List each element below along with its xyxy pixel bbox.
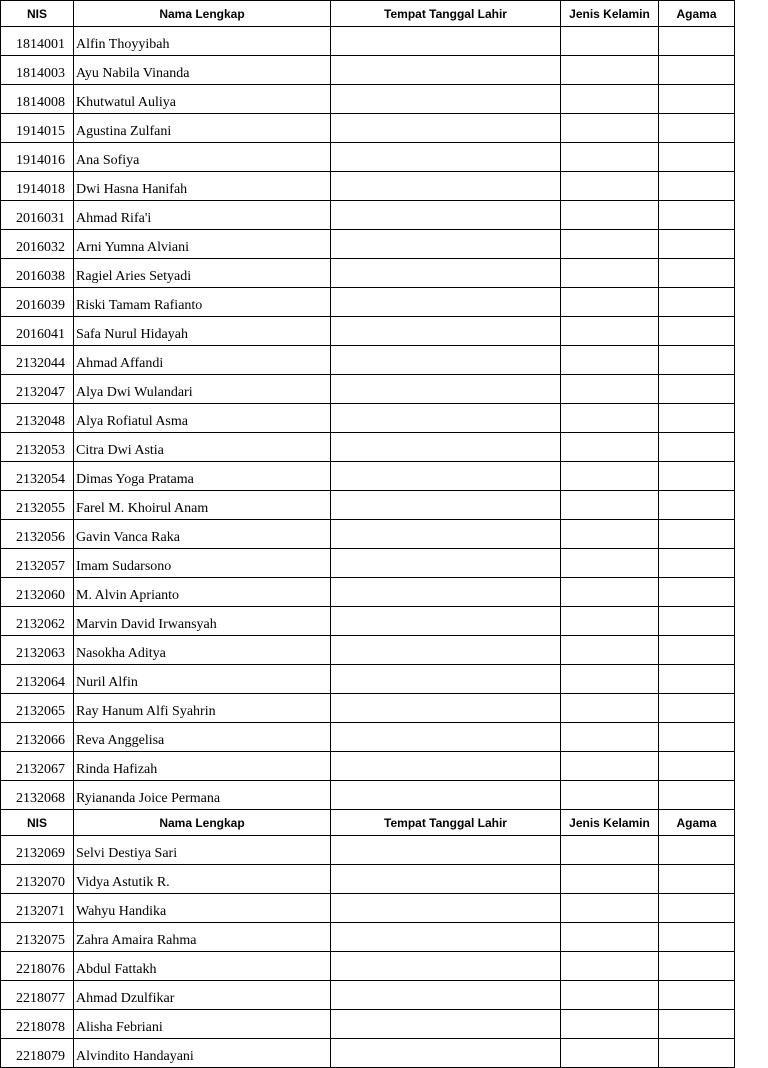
- nama-cell[interactable]: Imam Sudarsono: [74, 549, 331, 578]
- ttl-cell[interactable]: [331, 723, 561, 752]
- agama-cell[interactable]: [659, 923, 735, 952]
- agama-cell[interactable]: [659, 894, 735, 923]
- jenis-kelamin-cell[interactable]: [561, 172, 659, 201]
- nama-cell[interactable]: Alya Rofiatul Asma: [74, 404, 331, 433]
- table-row: [1, 894, 735, 923]
- nis-cell[interactable]: 2132044: [1, 346, 74, 375]
- nis-cell[interactable]: 2132054: [1, 462, 74, 491]
- ttl-cell[interactable]: [331, 317, 561, 346]
- ttl-cell[interactable]: [331, 549, 561, 578]
- nis-cell[interactable]: 2132060: [1, 578, 74, 607]
- nama-cell[interactable]: Zahra Amaira Rahma: [74, 923, 331, 952]
- agama-cell[interactable]: [659, 1039, 735, 1068]
- table-row: [1, 865, 735, 894]
- jenis-kelamin-cell[interactable]: [561, 549, 659, 578]
- table-row: [1, 981, 735, 1010]
- ttl-cell[interactable]: [331, 433, 561, 462]
- agama-cell[interactable]: [659, 981, 735, 1010]
- header-nama-lengkap[interactable]: Nama Lengkap: [74, 1, 331, 27]
- student-table-body: [1, 1, 735, 1068]
- agama-cell[interactable]: [659, 694, 735, 723]
- ttl-cell[interactable]: [331, 259, 561, 288]
- nama-cell[interactable]: Gavin Vanca Raka: [74, 520, 331, 549]
- ttl-cell[interactable]: [331, 1010, 561, 1039]
- jenis-kelamin-cell[interactable]: [561, 317, 659, 346]
- ttl-cell[interactable]: [331, 607, 561, 636]
- nis-cell[interactable]: 1814001: [1, 27, 74, 56]
- table-row: [1, 520, 735, 549]
- jenis-kelamin-cell[interactable]: [561, 636, 659, 665]
- table-row: [1, 27, 735, 56]
- agama-cell[interactable]: [659, 462, 735, 491]
- nis-cell[interactable]: 2132047: [1, 375, 74, 404]
- header-nis[interactable]: NIS: [1, 1, 74, 27]
- nama-cell[interactable]: Vidya Astutik R.: [74, 865, 331, 894]
- agama-cell[interactable]: [659, 836, 735, 865]
- table-row: [1, 404, 735, 433]
- agama-cell[interactable]: [659, 607, 735, 636]
- nama-cell[interactable]: Dimas Yoga Pratama: [74, 462, 331, 491]
- jenis-kelamin-cell[interactable]: [561, 288, 659, 317]
- agama-cell[interactable]: [659, 114, 735, 143]
- nama-cell[interactable]: Alfin Thoyyibah: [74, 27, 331, 56]
- jenis-kelamin-cell[interactable]: [561, 375, 659, 404]
- ttl-cell[interactable]: [331, 520, 561, 549]
- nis-cell[interactable]: 2132057: [1, 549, 74, 578]
- nama-cell[interactable]: Agustina Zulfani: [74, 114, 331, 143]
- nama-cell[interactable]: Khutwatul Auliya: [74, 85, 331, 114]
- jenis-kelamin-cell[interactable]: [561, 981, 659, 1010]
- nis-cell[interactable]: 2132067: [1, 752, 74, 781]
- nis-cell[interactable]: 1914018: [1, 172, 74, 201]
- table-row: [1, 56, 735, 85]
- ttl-cell[interactable]: [331, 665, 561, 694]
- nis-cell[interactable]: 2132048: [1, 404, 74, 433]
- table-row: [1, 143, 735, 172]
- agama-cell[interactable]: [659, 491, 735, 520]
- agama-cell[interactable]: [659, 172, 735, 201]
- agama-cell[interactable]: [659, 723, 735, 752]
- nis-cell[interactable]: 2132071: [1, 894, 74, 923]
- jenis-kelamin-cell[interactable]: [561, 865, 659, 894]
- agama-cell[interactable]: [659, 865, 735, 894]
- nis-cell[interactable]: 2218079: [1, 1039, 74, 1068]
- nis-cell[interactable]: 1814003: [1, 56, 74, 85]
- nama-cell[interactable]: Ahmad Rifa'i: [74, 201, 331, 230]
- jenis-kelamin-cell[interactable]: [561, 56, 659, 85]
- agama-cell[interactable]: [659, 346, 735, 375]
- header-tempat-tanggal-lahir[interactable]: Tempat Tanggal Lahir: [331, 1, 561, 27]
- jenis-kelamin-cell[interactable]: [561, 665, 659, 694]
- nis-cell[interactable]: 2132075: [1, 923, 74, 952]
- jenis-kelamin-cell[interactable]: [561, 520, 659, 549]
- nis-cell[interactable]: 1914016: [1, 143, 74, 172]
- jenis-kelamin-cell[interactable]: [561, 433, 659, 462]
- jenis-kelamin-cell[interactable]: [561, 752, 659, 781]
- table-row: [1, 201, 735, 230]
- jenis-kelamin-cell[interactable]: [561, 723, 659, 752]
- ttl-cell[interactable]: [331, 491, 561, 520]
- jenis-kelamin-cell[interactable]: [561, 346, 659, 375]
- nis-cell[interactable]: 2132065: [1, 694, 74, 723]
- nis-cell[interactable]: 2016032: [1, 230, 74, 259]
- ttl-cell[interactable]: [331, 85, 561, 114]
- nama-cell[interactable]: Reva Anggelisa: [74, 723, 331, 752]
- ttl-cell[interactable]: [331, 836, 561, 865]
- table-row: [1, 723, 735, 752]
- nis-cell[interactable]: 2016038: [1, 259, 74, 288]
- table-row: [1, 781, 735, 810]
- table-row: [1, 1010, 735, 1039]
- agama-cell[interactable]: [659, 520, 735, 549]
- nis-cell[interactable]: 2132070: [1, 865, 74, 894]
- agama-cell[interactable]: [659, 1010, 735, 1039]
- agama-cell[interactable]: [659, 404, 735, 433]
- nis-cell[interactable]: 2132062: [1, 607, 74, 636]
- ttl-cell[interactable]: [331, 636, 561, 665]
- table-row: [1, 114, 735, 143]
- ttl-cell[interactable]: [331, 694, 561, 723]
- header-agama[interactable]: Agama: [659, 810, 735, 836]
- table-row: [1, 346, 735, 375]
- table-row: [1, 230, 735, 259]
- table-row: [1, 1039, 735, 1068]
- table-row: [1, 752, 735, 781]
- jenis-kelamin-cell[interactable]: [561, 836, 659, 865]
- agama-cell[interactable]: [659, 433, 735, 462]
- nama-cell[interactable]: Selvi Destiya Sari: [74, 836, 331, 865]
- table-row: [1, 665, 735, 694]
- table-row: [1, 491, 735, 520]
- nis-cell[interactable]: 2132055: [1, 491, 74, 520]
- nis-cell[interactable]: 2218077: [1, 981, 74, 1010]
- ttl-cell[interactable]: [331, 752, 561, 781]
- nis-cell[interactable]: 2132068: [1, 781, 74, 810]
- agama-cell[interactable]: [659, 752, 735, 781]
- agama-cell[interactable]: [659, 549, 735, 578]
- header-agama[interactable]: Agama: [659, 1, 735, 27]
- jenis-kelamin-cell[interactable]: [561, 230, 659, 259]
- table-row: [1, 317, 735, 346]
- agama-cell[interactable]: [659, 317, 735, 346]
- jenis-kelamin-cell[interactable]: [561, 85, 659, 114]
- table-row: [1, 694, 735, 723]
- nis-cell[interactable]: 2132069: [1, 836, 74, 865]
- ttl-cell[interactable]: [331, 56, 561, 85]
- table-row: [1, 549, 735, 578]
- jenis-kelamin-cell[interactable]: [561, 694, 659, 723]
- header-jenis-kelamin[interactable]: Jenis Kelamin: [561, 1, 659, 27]
- nama-cell[interactable]: Dwi Hasna Hanifah: [74, 172, 331, 201]
- nis-cell[interactable]: 2132056: [1, 520, 74, 549]
- nama-cell[interactable]: Safa Nurul Hidayah: [74, 317, 331, 346]
- nama-cell[interactable]: Nuril Alfin: [74, 665, 331, 694]
- header-row: [1, 810, 735, 836]
- nama-cell[interactable]: Marvin David Irwansyah: [74, 607, 331, 636]
- agama-cell[interactable]: [659, 578, 735, 607]
- jenis-kelamin-cell[interactable]: [561, 27, 659, 56]
- agama-cell[interactable]: [659, 952, 735, 981]
- jenis-kelamin-cell[interactable]: [561, 114, 659, 143]
- agama-cell[interactable]: [659, 56, 735, 85]
- nama-cell[interactable]: Ahmad Dzulfikar: [74, 981, 331, 1010]
- jenis-kelamin-cell[interactable]: [561, 259, 659, 288]
- nama-cell[interactable]: Ray Hanum Alfi Syahrin: [74, 694, 331, 723]
- ttl-cell[interactable]: [331, 865, 561, 894]
- table-row: [1, 288, 735, 317]
- nama-cell[interactable]: Nasokha Aditya: [74, 636, 331, 665]
- ttl-cell[interactable]: [331, 346, 561, 375]
- table-row: [1, 375, 735, 404]
- nama-cell[interactable]: Arni Yumna Alviani: [74, 230, 331, 259]
- nama-cell[interactable]: Alvindito Handayani: [74, 1039, 331, 1068]
- nis-cell[interactable]: 1914015: [1, 114, 74, 143]
- agama-cell[interactable]: [659, 259, 735, 288]
- nis-cell[interactable]: 2132063: [1, 636, 74, 665]
- table-row: [1, 462, 735, 491]
- table-row: [1, 636, 735, 665]
- jenis-kelamin-cell[interactable]: [561, 923, 659, 952]
- nama-cell[interactable]: Ryiananda Joice Permana: [74, 781, 331, 810]
- agama-cell[interactable]: [659, 636, 735, 665]
- nis-cell[interactable]: 2016039: [1, 288, 74, 317]
- header-jenis-kelamin[interactable]: Jenis Kelamin: [561, 810, 659, 836]
- table-row: [1, 578, 735, 607]
- ttl-cell[interactable]: [331, 172, 561, 201]
- table-row: [1, 952, 735, 981]
- nama-cell[interactable]: Riski Tamam Rafianto: [74, 288, 331, 317]
- ttl-cell[interactable]: [331, 981, 561, 1010]
- ttl-cell[interactable]: [331, 894, 561, 923]
- nama-cell[interactable]: Ayu Nabila Vinanda: [74, 56, 331, 85]
- nama-cell[interactable]: Alya Dwi Wulandari: [74, 375, 331, 404]
- nama-cell[interactable]: Ahmad Affandi: [74, 346, 331, 375]
- table-row: [1, 607, 735, 636]
- nama-cell[interactable]: M. Alvin Aprianto: [74, 578, 331, 607]
- jenis-kelamin-cell[interactable]: [561, 952, 659, 981]
- ttl-cell[interactable]: [331, 375, 561, 404]
- nama-cell[interactable]: Ana Sofiya: [74, 143, 331, 172]
- header-tempat-tanggal-lahir[interactable]: Tempat Tanggal Lahir: [331, 810, 561, 836]
- ttl-cell[interactable]: [331, 462, 561, 491]
- agama-cell[interactable]: [659, 27, 735, 56]
- nis-cell[interactable]: 2132053: [1, 433, 74, 462]
- nis-cell[interactable]: 2016031: [1, 201, 74, 230]
- agama-cell[interactable]: [659, 230, 735, 259]
- table-row: [1, 923, 735, 952]
- ttl-cell[interactable]: [331, 952, 561, 981]
- agama-cell[interactable]: [659, 288, 735, 317]
- nama-cell[interactable]: Farel M. Khoirul Anam: [74, 491, 331, 520]
- jenis-kelamin-cell[interactable]: [561, 781, 659, 810]
- jenis-kelamin-cell[interactable]: [561, 578, 659, 607]
- nis-cell[interactable]: 2016041: [1, 317, 74, 346]
- jenis-kelamin-cell[interactable]: [561, 143, 659, 172]
- header-nis[interactable]: NIS: [1, 810, 74, 836]
- ttl-cell[interactable]: [331, 578, 561, 607]
- agama-cell[interactable]: [659, 85, 735, 114]
- ttl-cell[interactable]: [331, 781, 561, 810]
- table-row: [1, 85, 735, 114]
- ttl-cell[interactable]: [331, 27, 561, 56]
- nama-cell[interactable]: Alisha Febriani: [74, 1010, 331, 1039]
- jenis-kelamin-cell[interactable]: [561, 491, 659, 520]
- jenis-kelamin-cell[interactable]: [561, 607, 659, 636]
- agama-cell[interactable]: [659, 201, 735, 230]
- jenis-kelamin-cell[interactable]: [561, 462, 659, 491]
- nama-cell[interactable]: Wahyu Handika: [74, 894, 331, 923]
- nis-cell[interactable]: 2132066: [1, 723, 74, 752]
- ttl-cell[interactable]: [331, 143, 561, 172]
- nama-cell[interactable]: Ragiel Aries Setyadi: [74, 259, 331, 288]
- nama-cell[interactable]: Rinda Hafizah: [74, 752, 331, 781]
- nis-cell[interactable]: 2218076: [1, 952, 74, 981]
- nama-cell[interactable]: Citra Dwi Astia: [74, 433, 331, 462]
- agama-cell[interactable]: [659, 781, 735, 810]
- table-row: [1, 172, 735, 201]
- header-nama-lengkap[interactable]: Nama Lengkap: [74, 810, 331, 836]
- header-row: [1, 1, 735, 27]
- jenis-kelamin-cell[interactable]: [561, 201, 659, 230]
- ttl-cell[interactable]: [331, 1039, 561, 1068]
- table-row: [1, 433, 735, 462]
- ttl-cell[interactable]: [331, 230, 561, 259]
- ttl-cell[interactable]: [331, 114, 561, 143]
- nama-cell[interactable]: Abdul Fattakh: [74, 952, 331, 981]
- jenis-kelamin-cell[interactable]: [561, 404, 659, 433]
- table-row: [1, 836, 735, 865]
- ttl-cell[interactable]: [331, 201, 561, 230]
- nis-cell[interactable]: 1814008: [1, 85, 74, 114]
- ttl-cell[interactable]: [331, 923, 561, 952]
- jenis-kelamin-cell[interactable]: [561, 894, 659, 923]
- jenis-kelamin-cell[interactable]: [561, 1039, 659, 1068]
- jenis-kelamin-cell[interactable]: [561, 1010, 659, 1039]
- table-row: [1, 259, 735, 288]
- agama-cell[interactable]: [659, 143, 735, 172]
- agama-cell[interactable]: [659, 665, 735, 694]
- ttl-cell[interactable]: [331, 404, 561, 433]
- nis-cell[interactable]: 2132064: [1, 665, 74, 694]
- agama-cell[interactable]: [659, 375, 735, 404]
- nis-cell[interactable]: 2218078: [1, 1010, 74, 1039]
- ttl-cell[interactable]: [331, 288, 561, 317]
